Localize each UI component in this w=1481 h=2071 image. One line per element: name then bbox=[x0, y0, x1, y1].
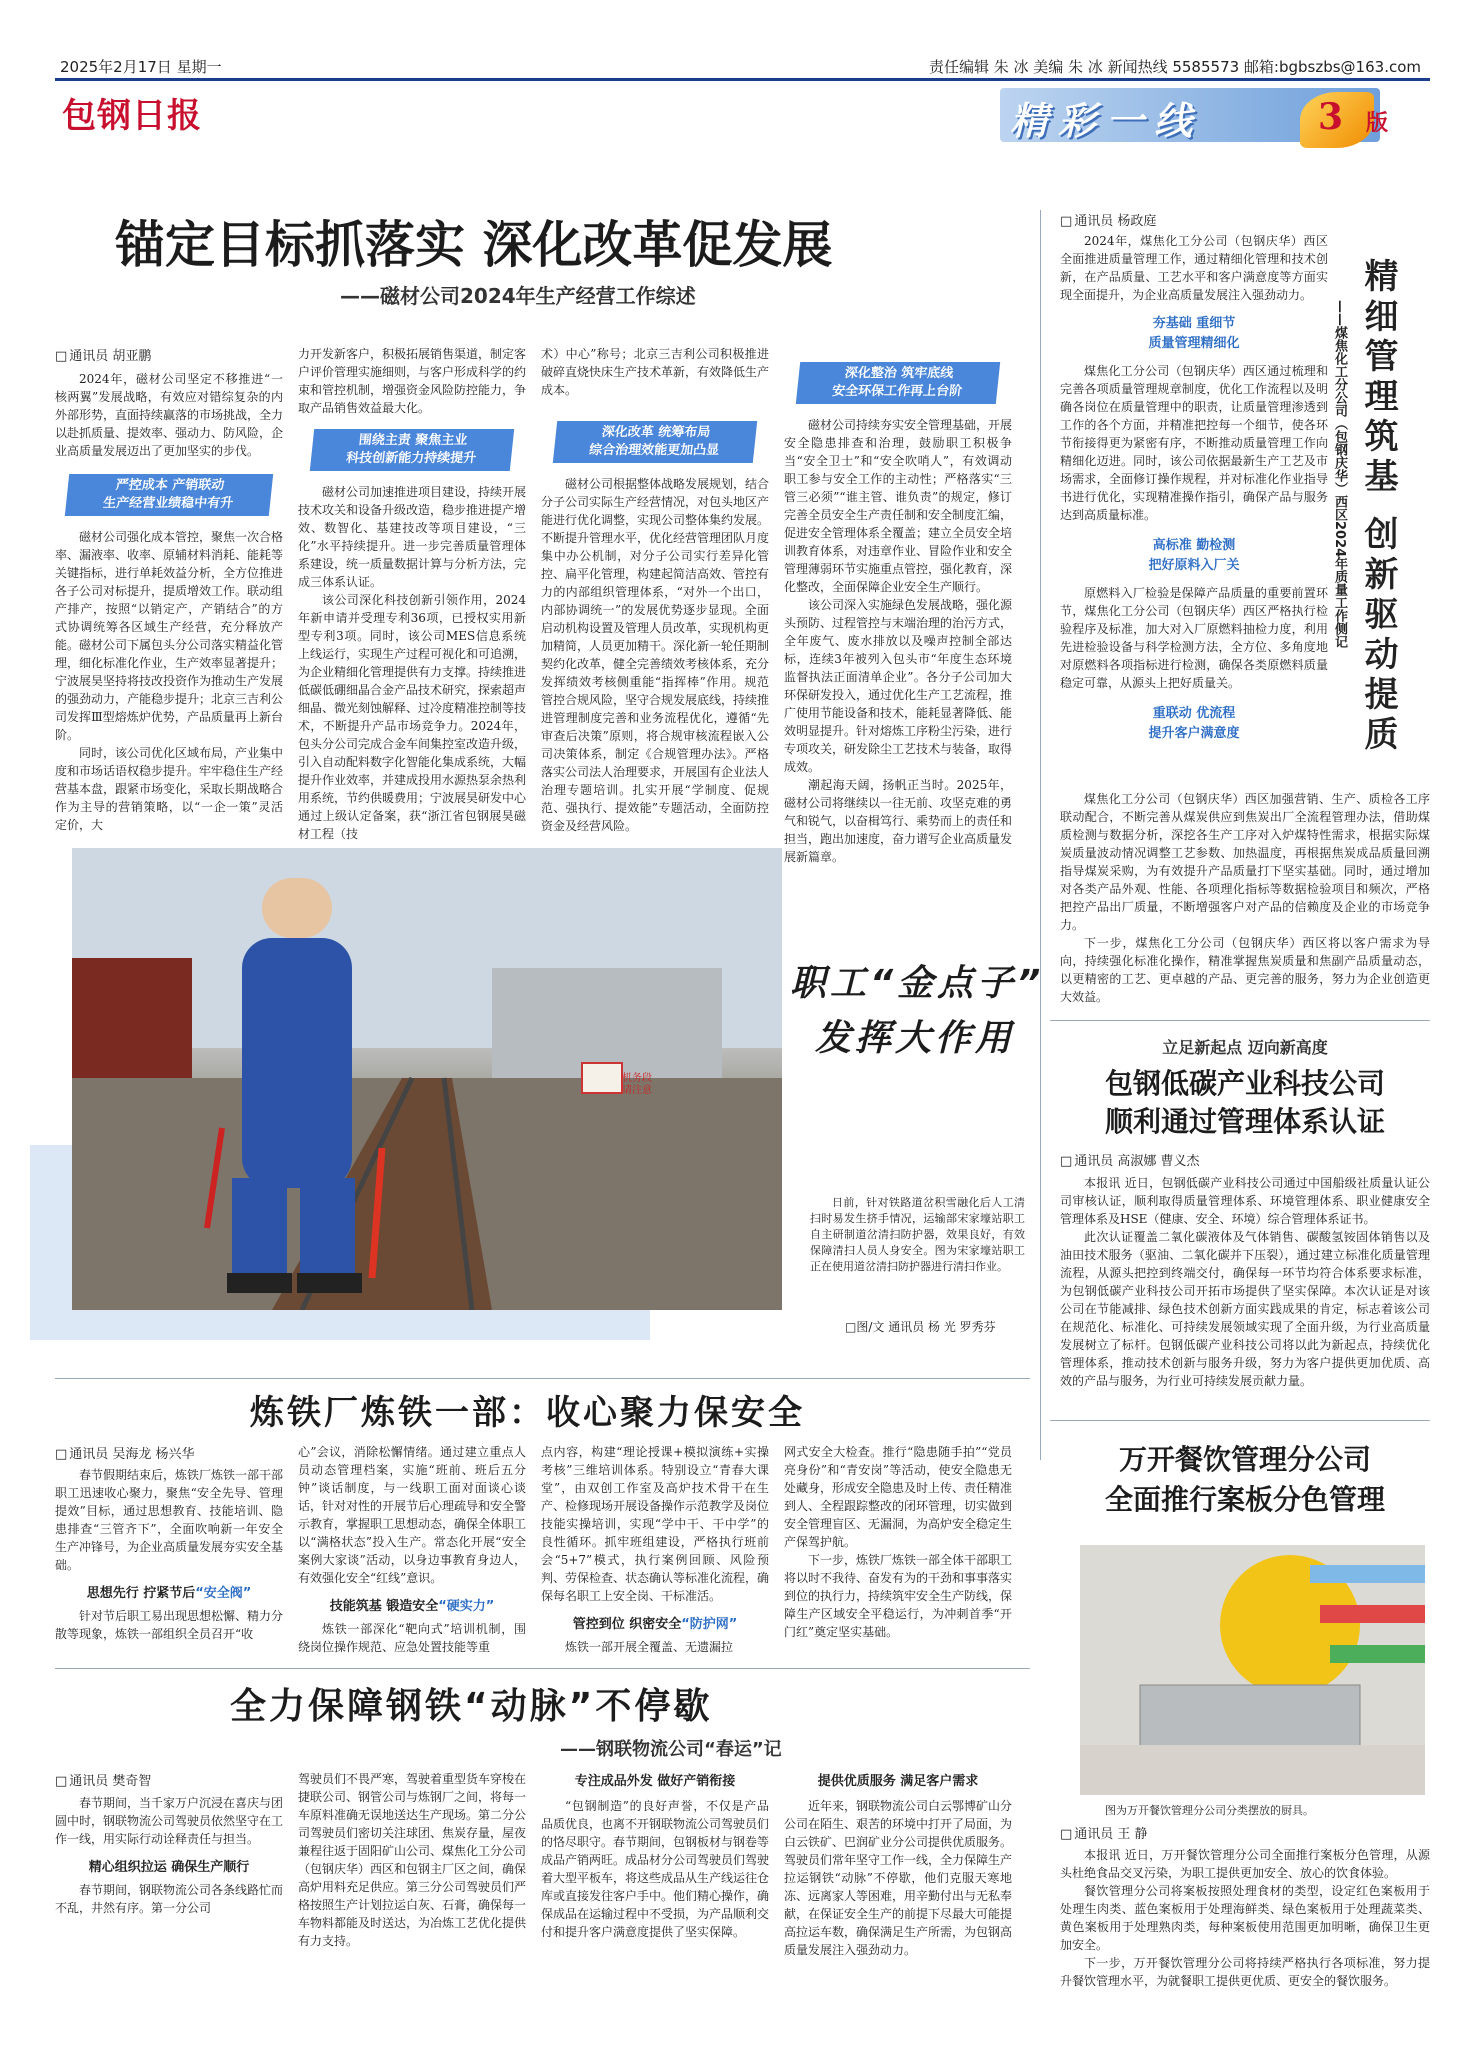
paper-logo: 包钢日报 bbox=[62, 96, 202, 136]
article3-paragraph: 下一步，炼铁厂炼铁一部全体干部职工将以时不我待、奋发有为的干劲和事事落实到位的执行力，持续筑牢安全生产防线，保障生产区域安全平稳运行，为冲刺首季“开门红”奠定坚实基础。 bbox=[784, 1553, 1013, 1639]
article5-title bbox=[1060, 1440, 1430, 1520]
article1-paragraph: 磁材公司强化成本管控，聚焦一次合格率、漏液率、收率、原辅材料消耗、能耗等关键指标，进行单耗效益分析，全方位推进各子公司对标提升，提质增效工作。联动组产排产，按照“以销定产，产销结合”的方式协调统筹各区域生产经营，充分释放产能。磁材公司下属包头分公司落实精益化管理，细化标准化作业，生产效率显著提升；宁波展昊坚持将技改投资作为推动生产发展的强劲动力，产能稳步提升；北京三吉利公司发挥Ⅲ型熔炼炉优势，产品质量再上新台阶。 bbox=[55, 530, 284, 742]
article1-section-heading: 围绕主责 聚焦主业 科技创新能力持续提升 bbox=[310, 429, 514, 471]
article2-title-line1: 包钢低碳产业科技公司 bbox=[1104, 1067, 1385, 1100]
right-article-vertical-subtitle: ——煤焦化工分公司（包钢庆华）西区2024年质量工作侧记 bbox=[1332, 300, 1347, 649]
article1-section-heading: 深化改革 统筹布局 综合治理效能更加凸显 bbox=[553, 421, 757, 463]
article5-paragraph: 餐饮管理分公司将案板按照处理食材的类型，设定红色案板用于处理生肉类、蓝色案板用于处理海鲜类、绿色案板用于处理蔬菜类、黄色案板用于处理熟肉类，每种案板使用范围更加明晰，确保卫生更加安全。 bbox=[1060, 1884, 1430, 1952]
article1-subtitle: ——磁材公司2024年生产经营工作综述 bbox=[340, 284, 696, 308]
article3-section-heading bbox=[541, 1613, 769, 1632]
article5-byline: □ 通讯员 王 静 bbox=[1060, 1823, 1148, 1842]
article3-paragraph: 心”会议，消除松懈情绪。通过建立重点人员动态管理档案，实施“班前、班后五分钟”谈话制度，与一线职工面对面谈心谈话，针对对性的开展节后心理疏导和安全警示教育，掌握职工思想动态，确保全体职工以“满格状态”投入生产。常态化开展“安全案例大家谈”活动，以身边事教育身边人，有效强化安全“红线”意识。 bbox=[298, 1445, 527, 1585]
section-divider bbox=[55, 1668, 1030, 1669]
page-suffix: 版 bbox=[1366, 110, 1389, 136]
right-article-paragraph: 2024年，煤焦化工分公司（包钢庆华）西区全面推进质量管理工作，通过精细化管理和技术创新，在产品质量、工艺水平和客户满意度等方面实现全面提升，为企业高质量发展注入强劲动力。 bbox=[1060, 234, 1328, 302]
worker-photo bbox=[72, 848, 782, 1310]
header-rule bbox=[55, 78, 1430, 81]
right-article-paragraph: 下一步，煤焦化工分公司（包钢庆华）西区将以客户需求为导向，持续强化标准化操作，精准掌握焦炭质量和焦副产品质量动态，以更精密的工艺、更卓越的产品、更完善的服务，努力为企业创造更大效益。 bbox=[1060, 936, 1430, 1004]
article4-subtitle: ——钢联物流公司“春运”记 bbox=[560, 1739, 782, 1760]
article3-section-heading-text: 思想先行 拧紧节后 bbox=[86, 1586, 196, 1601]
article4-section-heading: 专注成品外发 做好产销衔接 bbox=[574, 1774, 736, 1789]
article2-kicker: 立足新起点 迈向新高度 bbox=[1162, 1038, 1328, 1057]
article4-byline: □ 通讯员 樊奇智 bbox=[55, 1770, 151, 1789]
article3-section-heading-text: 管控到位 织密安全 bbox=[572, 1617, 682, 1632]
article3-section-heading-emphasis: “防护网” bbox=[681, 1617, 738, 1632]
article4-paragraph: 近年来，钢联物流公司白云鄂博矿山分公司在陌生、艰苦的环境中打开了局面，为白云铁矿、巴润矿业分公司提供优质服务。驾驶员们常年坚守工作一线，全力保障生产拉运钢铁“动脉”不停歇，他们克服天寒地冻、远离家人等困难，用辛勤付出与无私奉献，在保证安全生产的前提下尽最大可能提高拉运车数，确保满足生产所需，为包钢高质量发展注入强劲动力。 bbox=[784, 1799, 1013, 1957]
article2-title bbox=[1060, 1065, 1430, 1141]
article3-paragraph: 炼铁一部深化“靶向式”培训机制，围绕岗位操作规范、应急处置技能等重 bbox=[298, 1622, 526, 1654]
section-divider bbox=[55, 1378, 1030, 1379]
article3-paragraph: 点内容，构建“理论授课+模拟演练+实操考核”三维培训体系。特别设立“青春大课堂”，由双创工作室及高炉技术骨干在生产、检修现场开展设备操作示范教学及岗位技能实操培训，实现“学中干、干中学”的良性循环。抓牢班组建设，严格执行班前会“5+7”模式，执行案例回顾、风险预判、劳保检查、状态确认等标准化流程，确保每名职工上安全岗、干标准活。 bbox=[541, 1445, 770, 1603]
article1-col1 bbox=[55, 370, 283, 460]
article4-paragraph: 春节期间，当千家万户沉浸在喜庆与团圆中时，钢联物流公司驾驶员依然坚守在工作一线，用实际行动诠释责任与担当。 bbox=[55, 1796, 284, 1846]
article3-paragraph: 炼铁一部开展全覆盖、无遗漏拉 bbox=[565, 1640, 734, 1654]
article1-paragraph: 该公司深化科技创新引领作用，2024年新申请并受理专利36项，已授权实用新型专利3项。同时，该公司MES信息系统上线运行，实现生产过程可视化和可追溯，为企业精细化管理提供有力支撑。持续推进低碳低硼细晶合金产品技术研究，探索超声细晶、微光刻蚀解释、过冷度精准控制等技术，不断提升产品市场竞争力。2024年，包头分公司完成合金车间集控室改造升级，引入自动配料数字化智能化集成系统，大幅提升作业效率，并建成投用水源热泵余热利用系统，节约供暖费用；宁波展昊研发中心通过上级认定备案，获“浙江省包钢展昊磁材工程（技 bbox=[298, 593, 527, 841]
article1-paragraph: 磁材公司根据整体战略发展规划，结合分子公司实际生产经营情况，对包头地区产能进行优化调整，实现公司整体集约发展。不断提升管理水平，优化经营管理团队月度集中办公机制，对分子公司实行差异化管控、扁平化管理，构建起简洁高效、管控有力的内部组织管理体系，“对外一个出口，内部协调统一”的发展优势逐步显现。全面启动机构设置及管理人员改革，实现机构更加精简，人员更加精干。深化新一轮任期制契约化改革，健全完善绩效考核体系，充分发挥绩效考核侧重能“指挥棒”作用。规范管控合规风险，坚守合规发展底线，持续推进管理制度完善和业务流程优化，遵循“先审查后决策”原则，将合规审核流程嵌入公司决策体系，制定《合规管理办法》。严格落实公司法人治理要求，开展国有企业法人治理专题培训。扎实开展“学制度、促规范、强执行、提效能”专题活动，全面防控资金及经营风险。 bbox=[541, 477, 770, 833]
section-divider bbox=[1050, 1420, 1430, 1421]
date-line: 2025年2月17日 星期一 bbox=[60, 58, 222, 76]
right-article-section-heading: 重联动 优流程 提升客户满意度 bbox=[1148, 706, 1240, 741]
right-article-byline: □ 通讯员 杨政庭 bbox=[1060, 210, 1156, 229]
article4-section-heading: 提供优质服务 满足客户需求 bbox=[817, 1774, 979, 1789]
photo-title-line1: 职工“金点子” bbox=[790, 963, 1045, 1004]
article1-section-heading: 严控成本 产销联动 生产经营业绩稳中有升 bbox=[65, 474, 273, 516]
article1-paragraph: 该公司深入实施绿色发展战略，强化源头预防、过程管控与末端治理的治污方式，全年废气、废水排放以及噪声控制全部达标，连续3年被列入包头市“年度生态环境监督执法正面清单企业”。各分子公司加大环保研发投入，通过优化生产工艺流程，推广使用节能设备和技术，能耗显著降低、能效明显提升。针对熔炼工序粉尘污染，进行专项攻关，研发除尘工艺技术与装备，取得成效。 bbox=[784, 598, 1013, 774]
article1-paragraph: 2024年，磁材公司坚定不移推进“一核两翼”发展战略，有效应对错综复杂的内外部形势，直面持续赢落的市场挑战，全力以赴抓质量、提效率、强动力、防风险，企业高质量发展迈出了更加坚实的步伐。 bbox=[55, 372, 284, 458]
photo-title-line2: 发挥大作用 bbox=[815, 1018, 1016, 1059]
article4-section-heading: 精心组织拉运 确保生产顺行 bbox=[88, 1860, 250, 1875]
article1-byline: □ 通讯员 胡亚鹏 bbox=[55, 345, 151, 364]
article3-section-heading-emphasis: “安全阀” bbox=[195, 1586, 252, 1601]
article4-paragraph: 驾驶员们不畏严寒，驾驶着重型货车穿梭在捷联公司、钢管公司与炼钢厂之间，将每一车原料准确无误地送达生产现场。第二分公司驾驶员们密切关注球团、焦炭存量，屋夜兼程往返于固阳矿山公司、煤焦化工分公司（包钢庆华）西区和包钢主厂区之间，确保高炉用料充足供应。第三分公司驾驶员们严格按照生产计划拉运白灰、石膏，确保每一车物料都能及时送达，为冶炼工艺优化提供有力支持。 bbox=[298, 1772, 527, 1948]
column-divider bbox=[1040, 210, 1041, 1460]
article3-paragraph: 针对节后职工易出现思想松懈、精力分散等现象，炼铁一部组织全员召开“收 bbox=[55, 1609, 284, 1641]
right-article-paragraph: 煤焦化工分公司（包钢庆华）西区加强营销、生产、质检各工序联动配合，不断完善从煤炭供应到焦炭出厂全流程管理办法，借助煤质检测与数据分析，深挖各生产工序对入炉煤特性需求，根据实际煤炭质量波动情况调整工艺参数、加热温度，再根据焦炭成品质量回溯指导煤炭采购，为有效提升产品质量打下坚实基础。同时，通过增加对各类产品外观、性能、各项理化指标等数据检验项目和频次，严格把控产品出厂质量，不断增强客户对产品的信赖度及企业的市场竞争力。 bbox=[1060, 792, 1430, 932]
article5-title-line1: 万开餐饮管理分公司 bbox=[1118, 1443, 1371, 1476]
article4-paragraph: “包钢制造”的良好声誉，不仅是产品品质优良，也离不开钢联物流公司驾驶员们的恪尽职守。春节期间，包钢板材与钢卷等成品产销两旺。成品材分公司驾驶员们驾驶着大型平板车，将这些成品从生产线运往仓库或直接发往客户手中。他们精心操作，确保成品在运输过程中不受损，为产品顺利交付和提升客户满意度提供了坚实保障。 bbox=[541, 1799, 770, 1939]
article3-byline: □ 通讯员 吴海龙 杨兴华 bbox=[55, 1443, 195, 1462]
article1-paragraph: 磁材公司持续夯实安全管理基础，开展安全隐患排查和治理，鼓励职工积极争当“安全卫士”和“安全吹哨人”，有效调动职工参与安全工作的主动性；严格落实“三管三必须”“谁主管、谁负责”的规定，修订完善全员安全生产责任制和安全制度汇编，促进安全管理体系全覆盖；建立全员安全培训教育体系，对违章作业、冒险作业和安全管理薄弱环节实施重点管控，强化教育，深化整改，全面保障企业安全生产顺行。 bbox=[784, 418, 1013, 594]
article2-title-line2: 顺利通过管理体系认证 bbox=[1104, 1105, 1385, 1138]
article4-title: 全力保障钢铁“动脉”不停歇 bbox=[230, 1686, 713, 1727]
article1-paragraph: 潮起海天阔，扬帆正当时。2025年，磁材公司将继续以一往无前、攻坚克难的勇气和锐气，以奋楫笃行、乘势而上的责任和担当，跑出加速度，奋力谱写企业高质量发展新篇章。 bbox=[784, 778, 1013, 864]
article2-byline: □ 通讯员 高淑娜 曹义杰 bbox=[1060, 1150, 1200, 1169]
right-article-section-heading: 夯基础 重细节 质量管理精细化 bbox=[1148, 316, 1240, 351]
article3-section-heading bbox=[298, 1595, 526, 1614]
article5-paragraph: 本报讯 近日，万开餐饮管理分公司全面推行案板分色管理，从源头杜绝食品交叉污染，为职工提供更加安全、放心的饮食体验。 bbox=[1060, 1848, 1430, 1880]
article4-paragraph: 春节期间，钢联物流公司各条线路忙而不乱，井然有序。第一分公司 bbox=[55, 1883, 284, 1915]
right-article-section-heading: 高标准 勤检测 把好原料入厂关 bbox=[1148, 538, 1240, 573]
article1-paragraph: 同时，该公司优化区域布局，产业集中度和市场话语权稳步提升。牢牢稳住生产经营基本盘，跟紧市场变化，采取长期战略合作为主导的营销策略，以“一企一策”灵活定价，大 bbox=[55, 746, 284, 832]
right-article-vertical-title: 精细管理筑基 创新驱动提质 bbox=[1358, 258, 1398, 756]
kitchen-photo bbox=[1080, 1545, 1425, 1795]
article5-title-line2: 全面推行案板分色管理 bbox=[1104, 1483, 1385, 1516]
article2-paragraph: 此次认证覆盖二氧化碳液体及气体销售、碳酸氢铵固体销售以及油田技术服务（驱油、二氧化碳并下压裂），通过建立标准化质量管理流程，从源头把控到终端交付，确保每一环节均符合体系要求标准，为包钢低碳产业科技公司开拓市场提供了坚实保障。本次认证是对该公司在节能减排、绿色技术创新方面实践成果的肯定，标志着该公司在规范化、标准化、可持续发展领域实现了全面升级，为行业高质量发展树立了标杆。包钢低碳产业科技公司将以此为新起点，持续优化管理体系，推动技术创新与服务升级，努力为客户提供更加优质、高效的产品与服务，为行业可持续发展贡献力量。 bbox=[1060, 1230, 1430, 1388]
article3-paragraph: 春节假期结束后，炼铁厂炼铁一部干部职工迅速收心聚力，聚焦“安全先导、管理提效”目标，通过思想教育、技能培训、隐患排查“三管齐下”，全面吹响新一年安全生产冲锋号，为企业高质量发展夯实安全基础。 bbox=[55, 1468, 284, 1572]
photo-caption: 日前，针对铁路道岔积雪融化后人工清扫时易发生挤手情况，运输部宋家壕站职工自主研制道岔清扫防护器，效果良好，有效保障清扫人员人身安全。图为宋家壕站职工正在使用道岔清扫防护器进行清扫作业。 bbox=[810, 1196, 1025, 1273]
article1-paragraph: 力开发新客户，积极拓展销售渠道，制定客户评价管理实施细则，与客户形成科学的约束和管控机制，增强资金风险防控能力，争取产品销售效益最大化。 bbox=[298, 347, 527, 415]
article2-paragraph: 本报讯 近日，包钢低碳产业科技公司通过中国船级社质量认证公司审核认证，顺利取得质量管理体系、环境管理体系、职业健康安全管理体系及HSE（健康、安全、环境）综合管理体系证书。 bbox=[1060, 1176, 1430, 1226]
article3-section-heading-emphasis: “硬实力” bbox=[438, 1599, 495, 1614]
article1-section-heading: 深化整治 筑牢底线 安全环保工作再上台阶 bbox=[796, 362, 1000, 404]
page-number: 3 bbox=[1318, 96, 1344, 138]
section-divider bbox=[1050, 1020, 1430, 1021]
article3-section-heading bbox=[55, 1582, 283, 1601]
article3-title: 炼铁厂炼铁一部：收心聚力保安全 bbox=[250, 1393, 805, 1433]
article1-paragraph: 术）中心”称号；北京三吉利公司积极推进破碎直烧快床生产技术革新，有效降低生产成本。 bbox=[541, 347, 770, 397]
kitchen-photo-caption: 图为万开餐饮管理分公司分类摆放的厨具。 bbox=[1105, 1804, 1314, 1817]
right-article-paragraph: 原燃料入厂检验是保障产品质量的重要前置环节，煤焦化工分公司（包钢庆华）西区严格执行检验程序及标准，加大对入厂原燃料抽检力度，利用先进检验设备与科学检测方法，全方位、多角度地对原燃料各项指标进行检测，确保各类原燃料质量稳定可靠，从源头上把好质量关。 bbox=[1060, 586, 1328, 690]
article1-title: 锚定目标抓落实 深化改革促发展 bbox=[115, 216, 833, 274]
section-title: 精彩一线 bbox=[1010, 98, 1203, 143]
article1-paragraph: 磁材公司加速推进项目建设，持续开展技术攻关和设备升级改造，稳步推进提产增效、数智化、基建技改等项目建设，“三化”水平持续提升。进一步完善质量管理体系建设，统一质量数据计算与分析方法，完成三体系认证。 bbox=[298, 485, 527, 589]
right-article-paragraph: 煤焦化工分公司（包钢庆华）西区通过梳理和完善各项质量管理规章制度，优化工作流程以及明确各岗位在质量管理中的职责，让质量管理渗透到工作的各个方面，并精准把控每一个细节，使各环节衔接得更为紧密有序，不断推动质量管理工作向精细化迈进。同时，该公司依据最新生产工艺及市场需求，全面修订操作规程，并对标准化作业指导书进行优化，实现精准操作指引，确保产品与服务达到高质量标准。 bbox=[1060, 364, 1328, 522]
editors-line: 责任编辑 朱 冰 美编 朱 冰 新闻热线 5585573 邮箱:bgbszbs@163.com bbox=[928, 58, 1421, 76]
worker-photo-illustration bbox=[72, 848, 782, 1310]
article3-section-heading-text: 技能筑基 锻造安全 bbox=[329, 1599, 439, 1614]
photo-sign-text: 机务段 请注意 bbox=[622, 1073, 652, 1096]
photo-credit: □图/文 通讯员 杨 光 罗秀芬 bbox=[845, 1320, 996, 1334]
article3-paragraph: 网式安全大检查。推行“隐患随手拍”“党员亮身份”和“青安岗”等活动，使安全隐患无处藏身，形成安全隐患及时上传、责任精准到人、全程跟踪整改的闭环管理，切实做到安全管理盲区、无漏洞，为高炉安全稳定生产保驾护航。 bbox=[784, 1445, 1013, 1549]
kitchen-photo-illustration bbox=[1080, 1545, 1425, 1795]
article5-paragraph: 下一步，万开餐饮管理分公司将持续严格执行各项标准，努力提升餐饮管理水平，为就餐职工提供更优质、更安全的餐饮服务。 bbox=[1060, 1956, 1430, 1988]
